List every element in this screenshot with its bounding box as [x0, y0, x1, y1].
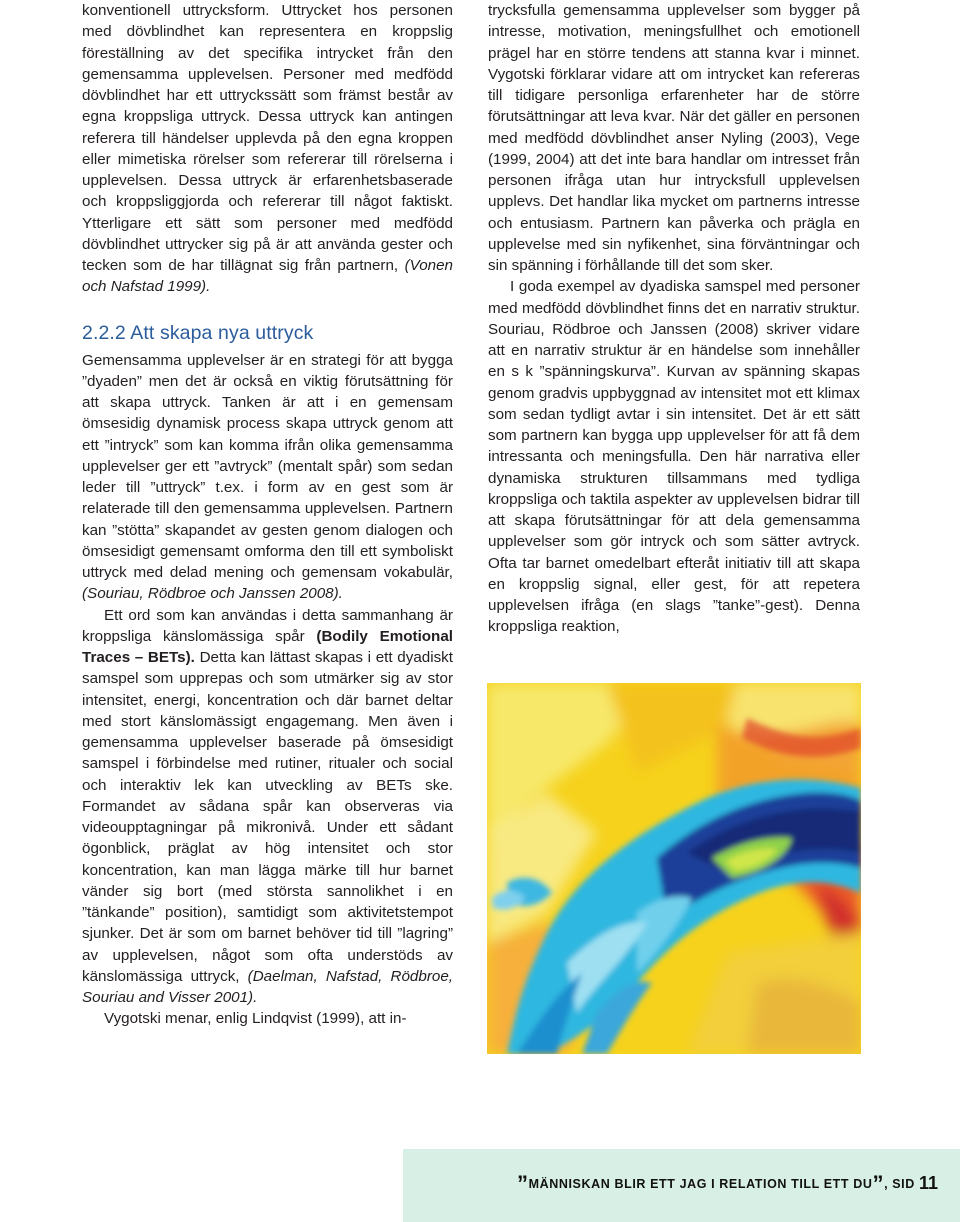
page-number: 11: [918, 1173, 938, 1193]
paragraph-3: [82, 605, 453, 1009]
sid-label: , SID: [884, 1177, 915, 1191]
paragraph-4: Vygotski menar, enlig Lindqvist (1999), att in-: [104, 1010, 407, 1028]
paragraph-2: [82, 350, 453, 605]
citation-vonen-nafstad: (Vonen och Nafstad 1999).: [82, 257, 453, 296]
paragraph-1-text: konventionell uttrycksform. Uttrycket hos personen med dövblindhet kan representera en kroppslig föreställning av det specifika intrycket från den gemensamma upplevelsen. Personer med medfödd dövblindhet har ett uttryckssätt som främst består av egna kroppsliga uttryck. Dessa uttryck kan antingen referera till händelser upplevda på den egna kroppen eller mimetiska rörelser som refererar till rörelserna i upplevelsen. Dessa uttryck är erfarenhetsbaserade och kroppsliggjorda och refererar till något faktiskt. Ytterligare ett sätt som personer med medfödd dövblindhet uttrycker sig på är att använda gester och tecken som de har tillägnat sig från partnern,: [82, 2, 453, 274]
right-paragraph-2: I goda exempel av dyadiska samspel med personer med medfödd dövblindhet finns det en narrativ struktur. Souriau, Rödbroe och Janssen (2008) skriver vidare att en narrativ struktur är en händelse som innehåller en s k ”spänningskurva”. Kurvan av spänning skapas genom gradvis uppbyggnad av intensitet mot ett klimax som sedan tydligt avtar i sin intensitet. Det är ett sätt som partnern kan bygga upp upplevelser för att få dem intressanta och meningsfulla. Den här narrativa eller dynamiska strukturen tillsammans med tydliga kroppsliga och taktila aspekter av upplevelsen bidrar till att skapa förutsättningar för att dela gemensamma upplevelser som gör intryck och som sätter avtryck. Ofta tar barnet omedelbart efteråt initiativ till att skapa en kroppslig signal, eller gest, för att repetera upplevelsen ifråga (en slags ”tanke”-gest). Denna kroppsliga reaktion,: [488, 278, 860, 636]
paragraph-3-text-a: Ett ord som kan användas i detta sammanhang är kroppsliga känslomässiga spår: [82, 606, 453, 645]
paragraph-2-text: Gemensamma upplevelser är en strategi för att bygga ”dyaden” men det är också en viktig förutsättning för att skapa uttryck. Tanken är att i en gemensam ömsesidig dynamisk process skapa uttryck genom att ett ”intryck” som kan komma ifrån olika gemensamma upplevelser ger ett ”avtryck” (mentalt spår) som sedan leder till ”uttryck” t.ex. i form av en gest som är relaterade till den gemensamma upplevelsen. Partnern kan ”stötta” skapandet av gesten genom dialogen och ömsesidigt gemensamt omforma den till ett symboliskt uttryck med delad mening och gemensam vokabulär,: [82, 351, 453, 581]
abstract-painting-image: [487, 683, 861, 1054]
right-column: [488, 0, 860, 638]
open-quote: ”: [516, 1171, 529, 1196]
footer-band: [403, 1149, 960, 1222]
left-column: [82, 0, 453, 1030]
paragraph-1: [82, 0, 453, 298]
running-footer: [517, 1171, 938, 1197]
citation-souriau: (Souriau, Rödbroe och Janssen 2008).: [82, 585, 343, 603]
close-quote: ”: [872, 1171, 885, 1196]
bets-term: (Bodily Emotional Traces – BETs).: [82, 627, 454, 666]
running-title: MÄNNISKAN BLIR ETT JAG I RELATION TILL ETT DU: [528, 1177, 873, 1191]
section-heading: 2.2.2 Att skapa nya uttryck: [82, 321, 314, 344]
right-paragraph-1: trycksfulla gemensamma upplevelser som bygger på intresse, motivation, meningsfullhet och emotionell prägel har en större tendens att stanna kvar i minnet. Vygotski förklarar vidare att om intrycket kan refereras till tidigare personliga erfarenheter har de större förutsättningar att leva kvar. När det gäller en personen med medfödd dövblindhet anser Nyling (2003), Vege (1999, 2004) att det inte bara handlar om intresset från personen ifråga utan hur intrycksfull upplevelsen upplevs. Det handlar lika mycket om partnerns intresse och entusiasm. Partnern kan påverka och prägla en upplevelse med sin nyfikenhet, sina förväntningar och sin spänning i förhållande till det som sker.: [488, 2, 860, 274]
paragraph-3-text-b: Detta kan lättast skapas i ett dyadiskt samspel som upprepas och som utmärker sig av stor intensitet, energi, koncentration och där barnet deltar med stort känslomässigt engagemang. Men även i gemensamma upplevelser baserade på ömsesidigt samspel i förbindelse med rutiner, ritualer och social och interaktiv lek kan utveckling av BETs ske. Formandet av sådana spår kan observeras via videoupptagningar på mikronivå. Under ett sådant ögonblick, präglat av hög intensitet och stor koncentration, kan man lägga märke till hur barnet vänder sig bort (med största sannolikhet i en ”tänkande” position), samtidigt som aktivitetstempot sjunker. Det är som om barnet behöver tid till ”lagring” av upplevelsen, något som ofta understöds av känslomässiga uttryck,: [82, 649, 453, 985]
citation-daelman: (Daelman, Nafstad, Rödbroe, Souriau and Visser 2001).: [82, 967, 453, 1006]
